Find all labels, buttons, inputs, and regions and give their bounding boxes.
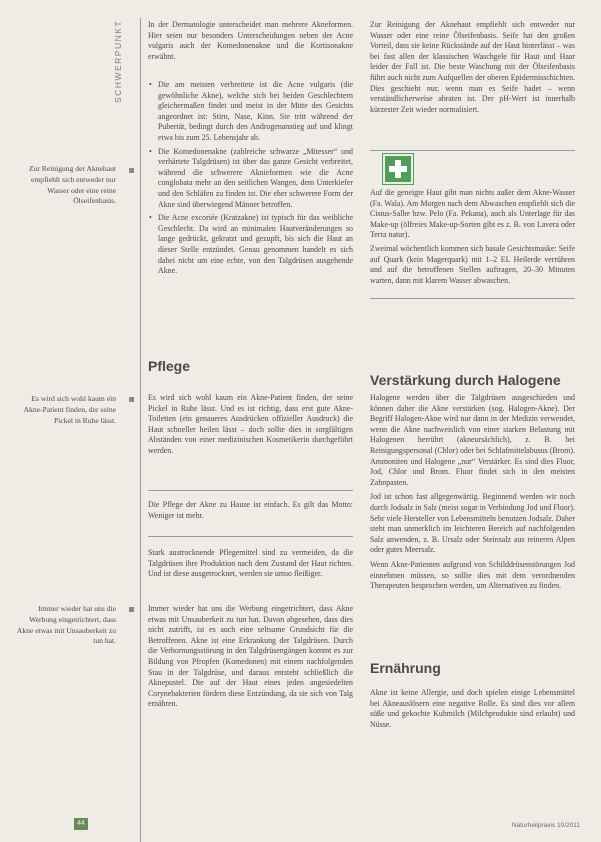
quote-rule-top	[148, 490, 353, 491]
box-rule-top	[370, 150, 575, 151]
margin-note-2: Es wird sich wohl kaum ein Akne-Patient finden, der seine Pickel in Ruhe lässt.	[23, 394, 116, 425]
intro-text: In der Dermatologie unterscheidet man mehrere Akneformen. Hier seien nur besonders Unterscheidungen neben der Acne vulgaris auch der Komedonenakne und die Kortisonakne erwähnt.	[148, 20, 353, 61]
quote-rule-bottom	[148, 536, 353, 537]
box-text-1: Auf die geneigte Haut gibt man nichts außer dem Akne-Wasser (Fa. Wala). Am Morgen nach dem Abwaschen empfiehlt sich die Cistus-Salbe bzw. Pelo (Fa. Pekana), auch als Unterlage für das Make-up (ölfreies Make-up-Sorten gibt es z. B. von Lavera oder Terra natur).	[370, 188, 575, 240]
reinigung-text: Zur Reinigung der Aknehaut empfiehlt sich entweder nur Wasser oder eine reine Ölseifenbasis. Seife hat den großen Vorteil, dass sie keine Rückstände auf der Haut hinterlässt – was bei fast allen der klassischen Waschgele für Haut und Haar leider der Fall ist. Die beste Waschung mit der Ölseifenbasis führt auch nicht zum Aufquellen der oberen Epidermisschichten. Dies geschieht nur, wenn man es Seife badet – wenn verständlicherweise abraten ist. Der pH-Wert ist innerhalb kürzester Zeit wieder normalisiert.	[370, 20, 575, 114]
list-item: • Die am meisten verbreitete ist die Acne vulgaris (die gewöhnliche Akne), welche sich bei beiden Geschlechtern gleichermaßen findet und meist in der Mitte des Gesichts angeordnet ist: Stirn, Nase, Kinn. Sie tritt während der Pubertät, bedingt durch den Androgenanstieg auf und klingt etwa bis zum 25. Lebensjahr ab.	[158, 80, 353, 144]
ernaehrung-heading: Ernährung	[370, 660, 441, 676]
margin-bullet-3	[129, 607, 134, 612]
after-quote-text: Stark austrocknende Pflegemittel sind zu vermeiden, da die Talgdrüsen ihre Produktion nach dem Zustand der Haut richten. Und ist diese ausgetrocknet, werden sie umso fleißiger.	[148, 548, 353, 579]
box-rule-bottom	[370, 298, 575, 299]
margin-note-3: Immer wieder hat uns die Werbung eingetrichtert, dass Akne etwas mit Unsauberkeit zu tun hat.	[16, 604, 116, 646]
halogene-text: Halogene werden über die Talgdrüsen ausgeschieden und können daher die Akne verstärken (sog. Halogen-Akne). Der Begriff Halogen-Akne wird nur dann in der Medizin verwendet, wenn die Akne nachweislich von einer starken Belastung mit Halogenen herrührt (akneursächlich), z. B. bei Reinigungspersonal (Chlor) oder bei Schlafmittelabusus (Brom). Ammoniten und Halogene „nur“ Verstärker. Es sind dies Fluor, Jod, Chlor und Brom. Fluor findet sich in den meisten Zahnpasten. Jod ist schon fast allgegenwärtig. Beginnend werden wir noch durch Jodsalz in Salz (meist sogar in Verbindung Jod und Fluor). Sehr viele Hersteller von Lebensmitteln benutzen Jodsalz. Daher steht man unmerklich im leichteren Bereich auf nachfolgenden Salz anwenden, z. B. Ursalz oder Steinsalz aus reineren Alpen oder gutes Meersalz. Wenn Akne-Patienten aufgrund von Schilddrüsenstörungen Jod einnehmen müssen, so sollte dies mit dem verordnenden Therapeuten besprochen werden, um Alternativen zu finden.	[370, 393, 575, 591]
list-item: • Die Komedonenakne (zahlreiche schwarze „Mitesser“ und verhärtete Talgdrüsen) ist über das ganze Gesicht verbreitet, während die schwerere Aknieformen wie die Acne conglobata mehr an den seitlichen Wangen, dem Unterkiefer und den Schläfen zu finden ist. Die eher schwerere Form der Akne sind überwiegend Männer betroffen.	[158, 147, 353, 211]
pflege-text: Es wird sich wohl kaum ein Akne-Patient finden, der seine Pickel in Ruhe lässt. Und es ist richtig, dass erst gute Akne-Toiletten (ein genaueres Ausdrücken offizieller Ausdruck) die Haut schneller heilen lässt – doch sollte dies in sorgfältigen Abständen von einer medizinischen Kosmetikerin durchgeführt werden.	[148, 393, 353, 455]
box-text-2: Zweimal wöchentlich kommen sich basale Gesichtsmaske: Seife auf Quark (kein Magerquark) mit 1–2 EL Heilerde verrühren und auf die betroffenen Stellen auftragen, 20–30 Minuten warten, dann mit klarem Wasser abwaschen.	[370, 244, 575, 285]
quote: Die Pflege der Akne zu Hause ist einfach. Es gilt das Motto: Weniger ist mehr.	[148, 500, 353, 520]
side-label: SCHWERPUNKT	[113, 20, 123, 104]
first-aid-cross-icon	[383, 154, 413, 184]
list-item: • Die Acne excoriée (Kratzakne) ist typisch für das weibliche Geschlecht. Da wird an minimalen Hautveränderungen so lange gedrückt, gekratzt und gezupft, bis sich die Haut an dieser Stelle entzündet. Genau genommen handelt es sich dabei nicht um eine echte, von den Talgdrüsen ausgehende Akne.	[158, 213, 353, 277]
footer-journal: Naturheilpraxis 10/2011	[511, 822, 580, 829]
ernaehrung-text: Akne ist keine Allergie, und doch spielen einige Lebensmittel bei Akneauslösern eine negative Rolle. Es sind dies vor allem süße und gekochte Kuhmilch (Milchprodukte sind erlaubt) und Nüsse.	[370, 688, 575, 729]
margin-bullet-1	[129, 168, 134, 173]
margin-note-1: Zur Reinigung der Aknehaut empfiehlt sich entweder nur Wasser oder eine reine Ölseifenbasis.	[28, 164, 116, 206]
halogene-heading: Verstärkung durch Halogene	[370, 372, 561, 388]
pflege-heading: Pflege	[148, 358, 191, 374]
column-divider	[140, 18, 141, 842]
margin-bullet-2	[129, 397, 134, 402]
page-number: 44	[74, 818, 88, 830]
akne-types-list	[148, 80, 353, 280]
werbung-text: Immer wieder hat uns die Werbung eingetrichtert, dass Akne etwas mit Unsauberkeit zu tun hat. Davon abgesehen, dass dies nicht zutrifft, ist es auch eine seltsame Grundsicht für die Betroffenen. Akne ist eine Erkrankung der Talgdrüsen. Durch die Verhornungsstörung in den Talgdrüsengängen kommt es zur Bildung von Pfropfen (Komedonen) mit einem nachfolgenden Stau in der Talgdrüse, und daraus entsteht schließlich die Aknepustel. Die auf der Haut eines jeden angesiedelten Corynebakterien fördern diese Entzündung, da sie sich von Talg ernähren.	[148, 604, 353, 709]
